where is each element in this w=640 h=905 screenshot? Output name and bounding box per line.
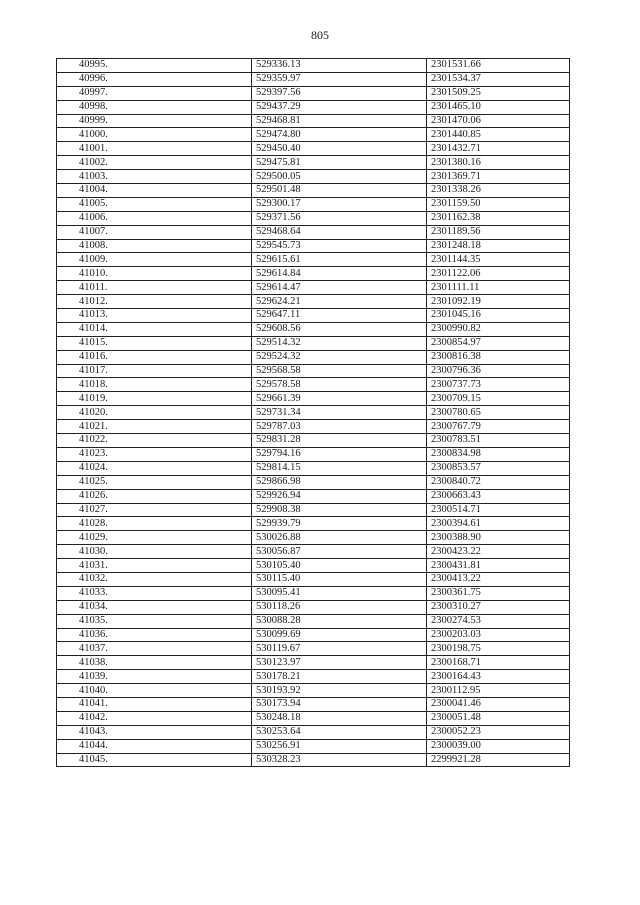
table-row [57, 281, 570, 295]
y-coordinate-cell: 2300780.65 [427, 406, 570, 420]
x-coordinate-cell: 529614.84 [252, 267, 427, 281]
y-coordinate-cell: 2300767.79 [427, 420, 570, 434]
point-id-cell: 41016. [57, 350, 252, 364]
x-coordinate-cell: 529866.98 [252, 475, 427, 489]
point-id-cell: 41009. [57, 253, 252, 267]
y-coordinate-cell: 2301432.71 [427, 142, 570, 156]
y-coordinate-cell: 2301531.66 [427, 59, 570, 73]
table-row [57, 211, 570, 225]
x-coordinate-cell: 530248.18 [252, 711, 427, 725]
y-coordinate-cell: 2300274.53 [427, 614, 570, 628]
x-coordinate-cell: 530193.92 [252, 684, 427, 698]
x-coordinate-cell: 529794.16 [252, 447, 427, 461]
x-coordinate-cell: 529397.56 [252, 86, 427, 100]
table-row [57, 309, 570, 323]
y-coordinate-cell: 2300164.43 [427, 670, 570, 684]
table-row [57, 489, 570, 503]
x-coordinate-cell: 529468.64 [252, 225, 427, 239]
point-id-cell: 41006. [57, 211, 252, 225]
table-row [57, 559, 570, 573]
y-coordinate-cell: 2301338.26 [427, 184, 570, 198]
y-coordinate-cell: 2300840.72 [427, 475, 570, 489]
y-coordinate-cell: 2300423.22 [427, 545, 570, 559]
x-coordinate-cell: 529731.34 [252, 406, 427, 420]
x-coordinate-cell: 529437.29 [252, 100, 427, 114]
point-id-cell: 41019. [57, 392, 252, 406]
x-coordinate-cell: 530253.64 [252, 725, 427, 739]
table-row [57, 197, 570, 211]
x-coordinate-cell: 529614.47 [252, 281, 427, 295]
table-row [57, 142, 570, 156]
table-row [57, 267, 570, 281]
y-coordinate-cell: 2300041.46 [427, 697, 570, 711]
point-id-cell: 41015. [57, 336, 252, 350]
x-coordinate-cell: 529501.48 [252, 184, 427, 198]
table-row [57, 531, 570, 545]
x-coordinate-cell: 529300.17 [252, 197, 427, 211]
point-id-cell: 41035. [57, 614, 252, 628]
y-coordinate-cell: 2300737.73 [427, 378, 570, 392]
point-id-cell: 41020. [57, 406, 252, 420]
y-coordinate-cell: 2301509.25 [427, 86, 570, 100]
point-id-cell: 40995. [57, 59, 252, 73]
y-coordinate-cell: 2300168.71 [427, 656, 570, 670]
point-id-cell: 41014. [57, 322, 252, 336]
table-row [57, 156, 570, 170]
x-coordinate-cell: 529814.15 [252, 461, 427, 475]
x-coordinate-cell: 530328.23 [252, 753, 427, 767]
y-coordinate-cell: 2300039.00 [427, 739, 570, 753]
x-coordinate-cell: 530099.69 [252, 628, 427, 642]
x-coordinate-cell: 529926.94 [252, 489, 427, 503]
y-coordinate-cell: 2299921.28 [427, 753, 570, 767]
y-coordinate-cell: 2301111.11 [427, 281, 570, 295]
x-coordinate-cell: 530026.88 [252, 531, 427, 545]
point-id-cell: 41011. [57, 281, 252, 295]
x-coordinate-cell: 529336.13 [252, 59, 427, 73]
x-coordinate-cell: 529500.05 [252, 170, 427, 184]
table-row [57, 295, 570, 309]
table-row [57, 739, 570, 753]
x-coordinate-cell: 529908.38 [252, 503, 427, 517]
table-row [57, 434, 570, 448]
x-coordinate-cell: 529475.81 [252, 156, 427, 170]
table-row [57, 100, 570, 114]
table-row [57, 253, 570, 267]
x-coordinate-cell: 530118.26 [252, 600, 427, 614]
y-coordinate-cell: 2300361.75 [427, 586, 570, 600]
table-row [57, 72, 570, 86]
x-coordinate-cell: 529474.80 [252, 128, 427, 142]
table-row [57, 711, 570, 725]
point-id-cell: 41012. [57, 295, 252, 309]
x-coordinate-cell: 530105.40 [252, 559, 427, 573]
y-coordinate-cell: 2301440.85 [427, 128, 570, 142]
y-coordinate-cell: 2300413.22 [427, 572, 570, 586]
table-row [57, 684, 570, 698]
y-coordinate-cell: 2301380.16 [427, 156, 570, 170]
y-coordinate-cell: 2300198.75 [427, 642, 570, 656]
x-coordinate-cell: 529514.32 [252, 336, 427, 350]
point-id-cell: 41000. [57, 128, 252, 142]
point-id-cell: 41025. [57, 475, 252, 489]
y-coordinate-cell: 2301162.38 [427, 211, 570, 225]
table-row [57, 697, 570, 711]
x-coordinate-cell: 529787.03 [252, 420, 427, 434]
table-row [57, 503, 570, 517]
x-coordinate-cell: 529371.56 [252, 211, 427, 225]
point-id-cell: 41013. [57, 309, 252, 323]
point-id-cell: 41036. [57, 628, 252, 642]
table-row [57, 461, 570, 475]
point-id-cell: 41021. [57, 420, 252, 434]
page-number: 805 [311, 28, 329, 42]
table-row [57, 447, 570, 461]
y-coordinate-cell: 2301189.56 [427, 225, 570, 239]
table-row [57, 753, 570, 767]
point-id-cell: 40996. [57, 72, 252, 86]
table-row [57, 128, 570, 142]
point-id-cell: 41034. [57, 600, 252, 614]
x-coordinate-cell: 530178.21 [252, 670, 427, 684]
y-coordinate-cell: 2301470.06 [427, 114, 570, 128]
point-id-cell: 41033. [57, 586, 252, 600]
table-row [57, 642, 570, 656]
point-id-cell: 41017. [57, 364, 252, 378]
x-coordinate-cell: 529661.39 [252, 392, 427, 406]
table-row [57, 656, 570, 670]
y-coordinate-cell: 2300816.38 [427, 350, 570, 364]
x-coordinate-cell: 530095.41 [252, 586, 427, 600]
point-id-cell: 40997. [57, 86, 252, 100]
y-coordinate-cell: 2300203.03 [427, 628, 570, 642]
x-coordinate-cell: 529578.58 [252, 378, 427, 392]
point-id-cell: 41041. [57, 697, 252, 711]
point-id-cell: 41002. [57, 156, 252, 170]
point-id-cell: 41031. [57, 559, 252, 573]
y-coordinate-cell: 2300783.51 [427, 434, 570, 448]
point-id-cell: 41032. [57, 572, 252, 586]
y-coordinate-cell: 2300853.57 [427, 461, 570, 475]
point-id-cell: 41045. [57, 753, 252, 767]
x-coordinate-cell: 530056.87 [252, 545, 427, 559]
x-coordinate-cell: 530088.28 [252, 614, 427, 628]
y-coordinate-cell: 2301045.16 [427, 309, 570, 323]
table-row [57, 572, 570, 586]
y-coordinate-cell: 2300112.95 [427, 684, 570, 698]
y-coordinate-cell: 2300388.90 [427, 531, 570, 545]
table-row [57, 600, 570, 614]
y-coordinate-cell: 2301092.19 [427, 295, 570, 309]
y-coordinate-cell: 2301144.35 [427, 253, 570, 267]
table-row [57, 614, 570, 628]
y-coordinate-cell: 2300709.15 [427, 392, 570, 406]
table-row [57, 406, 570, 420]
x-coordinate-cell: 530119.67 [252, 642, 427, 656]
y-coordinate-cell: 2300052.23 [427, 725, 570, 739]
point-id-cell: 41040. [57, 684, 252, 698]
point-id-cell: 41026. [57, 489, 252, 503]
x-coordinate-cell: 529939.79 [252, 517, 427, 531]
table-row [57, 239, 570, 253]
y-coordinate-cell: 2301465.10 [427, 100, 570, 114]
x-coordinate-cell: 529450.40 [252, 142, 427, 156]
table-row [57, 420, 570, 434]
point-id-cell: 41001. [57, 142, 252, 156]
x-coordinate-cell: 529647.11 [252, 309, 427, 323]
point-id-cell: 41003. [57, 170, 252, 184]
point-id-cell: 41008. [57, 239, 252, 253]
x-coordinate-cell: 530123.97 [252, 656, 427, 670]
x-coordinate-cell: 529468.81 [252, 114, 427, 128]
table-row [57, 86, 570, 100]
x-coordinate-cell: 529524.32 [252, 350, 427, 364]
y-coordinate-cell: 2300834.98 [427, 447, 570, 461]
y-coordinate-cell: 2300394.61 [427, 517, 570, 531]
y-coordinate-cell: 2300310.27 [427, 600, 570, 614]
y-coordinate-cell: 2300431.81 [427, 559, 570, 573]
table-row [57, 336, 570, 350]
y-coordinate-cell: 2301248.18 [427, 239, 570, 253]
table-row [57, 392, 570, 406]
x-coordinate-cell: 530173.94 [252, 697, 427, 711]
point-id-cell: 40999. [57, 114, 252, 128]
point-id-cell: 41022. [57, 434, 252, 448]
point-id-cell: 41038. [57, 656, 252, 670]
point-id-cell: 41027. [57, 503, 252, 517]
point-id-cell: 41024. [57, 461, 252, 475]
table-row [57, 725, 570, 739]
table-row [57, 586, 570, 600]
coordinates-table-body [57, 59, 570, 767]
x-coordinate-cell: 530115.40 [252, 572, 427, 586]
table-row [57, 184, 570, 198]
table-row [57, 350, 570, 364]
x-coordinate-cell: 529624.21 [252, 295, 427, 309]
point-id-cell: 41037. [57, 642, 252, 656]
table-row [57, 517, 570, 531]
table-row [57, 322, 570, 336]
table-row [57, 378, 570, 392]
point-id-cell: 41029. [57, 531, 252, 545]
point-id-cell: 41018. [57, 378, 252, 392]
y-coordinate-cell: 2300051.48 [427, 711, 570, 725]
y-coordinate-cell: 2300854.97 [427, 336, 570, 350]
x-coordinate-cell: 529359.97 [252, 72, 427, 86]
table-row [57, 170, 570, 184]
point-id-cell: 41043. [57, 725, 252, 739]
table-row [57, 364, 570, 378]
x-coordinate-cell: 530256.91 [252, 739, 427, 753]
point-id-cell: 41030. [57, 545, 252, 559]
x-coordinate-cell: 529568.58 [252, 364, 427, 378]
point-id-cell: 41007. [57, 225, 252, 239]
point-id-cell: 41005. [57, 197, 252, 211]
y-coordinate-cell: 2300514.71 [427, 503, 570, 517]
point-id-cell: 41023. [57, 447, 252, 461]
x-coordinate-cell: 529831.28 [252, 434, 427, 448]
table-row [57, 59, 570, 73]
y-coordinate-cell: 2300990.82 [427, 322, 570, 336]
x-coordinate-cell: 529545.73 [252, 239, 427, 253]
point-id-cell: 41039. [57, 670, 252, 684]
table-row [57, 475, 570, 489]
table-row [57, 670, 570, 684]
point-id-cell: 41044. [57, 739, 252, 753]
y-coordinate-cell: 2300663.43 [427, 489, 570, 503]
coordinates-table [56, 58, 570, 767]
point-id-cell: 40998. [57, 100, 252, 114]
y-coordinate-cell: 2300796.36 [427, 364, 570, 378]
y-coordinate-cell: 2301369.71 [427, 170, 570, 184]
x-coordinate-cell: 529615.61 [252, 253, 427, 267]
table-row [57, 114, 570, 128]
point-id-cell: 41042. [57, 711, 252, 725]
table-row [57, 225, 570, 239]
point-id-cell: 41028. [57, 517, 252, 531]
x-coordinate-cell: 529608.56 [252, 322, 427, 336]
point-id-cell: 41010. [57, 267, 252, 281]
y-coordinate-cell: 2301534.37 [427, 72, 570, 86]
table-row [57, 545, 570, 559]
table-row [57, 628, 570, 642]
y-coordinate-cell: 2301159.50 [427, 197, 570, 211]
y-coordinate-cell: 2301122.06 [427, 267, 570, 281]
point-id-cell: 41004. [57, 184, 252, 198]
